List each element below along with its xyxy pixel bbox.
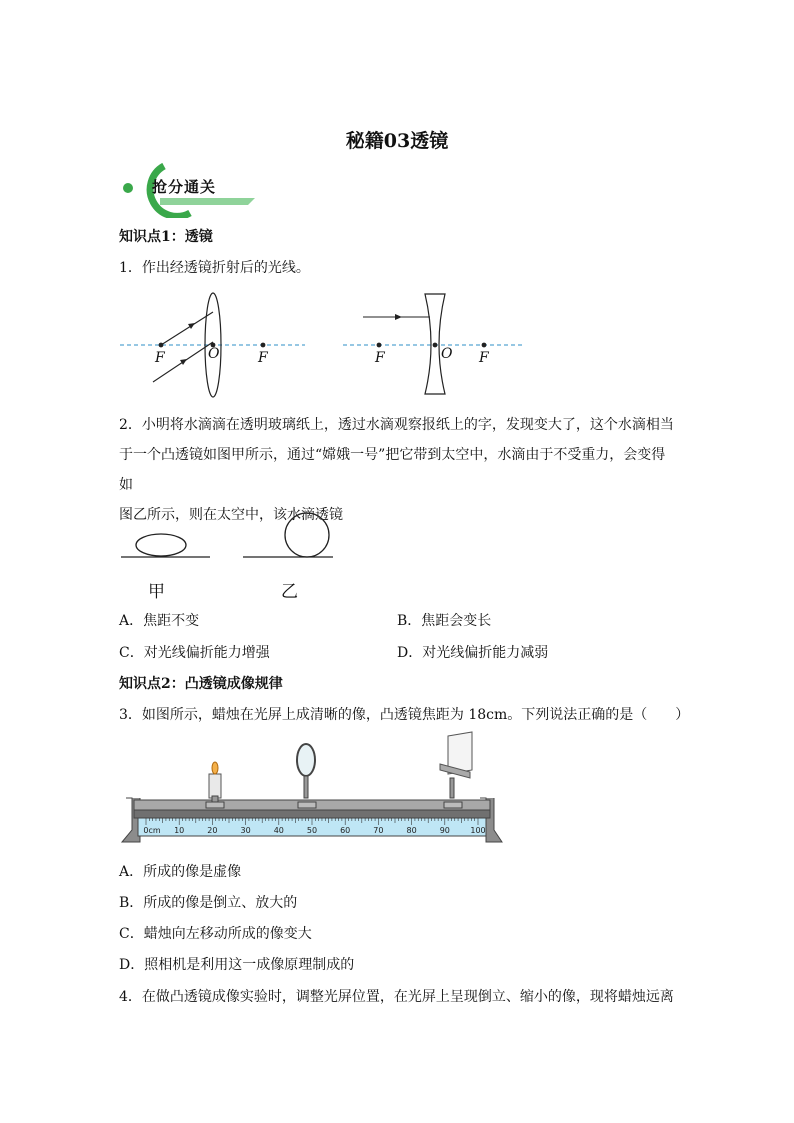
ruler-tick-label: 90 [439, 826, 450, 835]
section-badge [120, 158, 260, 218]
ruler-tick-label: 30 [240, 826, 251, 835]
figure-label-a: 甲 [148, 582, 165, 602]
focus-left-point [159, 343, 164, 348]
water-drop-figures [115, 505, 335, 565]
ruler-tick-label: 0cm [143, 826, 161, 835]
q3-option-a: A．所成的像是虚像 [119, 864, 242, 880]
ruler-tick-label: 20 [207, 826, 218, 835]
ruler-tick-label: 40 [273, 826, 284, 835]
figure-label-b: 乙 [281, 582, 298, 602]
q2-option-b: B．焦距会变长 [397, 613, 492, 629]
ruler-tick-label: 50 [306, 826, 318, 835]
lens-diagrams [115, 290, 535, 400]
concave-center-point [433, 343, 438, 348]
question-2-line-2: 于一个凸透镜如图甲所示，通过“嫦娥一号”把它带到太空中，水滴由于不受重力，会变得如 [119, 447, 666, 493]
optical-bench [118, 730, 508, 856]
label-f3: F [375, 350, 385, 366]
q3-option-d: D．照相机是利用这一成像原理制成的 [119, 957, 355, 973]
q2-option-d: D．对光线偏折能力减弱 [397, 645, 549, 661]
section-heading-1: 知识点1：透镜 [119, 229, 213, 245]
page-title: 秘籍03透镜 [345, 130, 449, 152]
lens-holder [297, 744, 316, 808]
question-2-line-3: 图乙所示，则在太空中，该水滴透镜 [119, 507, 343, 523]
ruler-tick-label: 10 [174, 826, 185, 835]
ruler-tick-label: 60 [340, 826, 351, 835]
light-screen [440, 732, 472, 808]
q3-option-b: B．所成的像是倒立、放大的 [119, 895, 298, 911]
ruler-tick-label: 70 [373, 826, 384, 835]
ruler-tick-label: 100 [470, 826, 486, 835]
question-2-line-1: 2．小明将水滴滴在透明玻璃纸上，透过水滴观察报纸上的字，发现变大了，这个水滴相当 [119, 417, 674, 433]
drop-sphere [285, 513, 329, 557]
q2-option-a: A．焦距不变 [119, 613, 200, 629]
concave-focus-left-point [377, 343, 382, 348]
question-1-text: 1．作出经透镜折射后的光线。 [119, 260, 310, 276]
concave-focus-right-point [482, 343, 487, 348]
section-heading-2: 知识点2：凸透镜成像规律 [119, 676, 283, 692]
ruler-tick-label: 80 [406, 826, 417, 835]
q2-option-c: C．对光线偏折能力增强 [119, 645, 270, 661]
label-o2: O [441, 346, 453, 362]
label-f4: F [479, 350, 489, 366]
drop-flat [136, 534, 186, 556]
question-3-text: 3．如图所示，蜡烛在光屏上成清晰的像，凸透镜焦距为 18cm。下列说法正确的是（ ） [119, 707, 690, 723]
badge-label: 抢分通关 [152, 178, 217, 196]
focus-right-point [261, 343, 266, 348]
label-f1: F [155, 350, 165, 366]
label-f2: F [258, 350, 268, 366]
label-o1: O [208, 346, 220, 362]
question-4-text: 4．在做凸透镜成像实验时，调整光屏位置，在光屏上呈现倒立、缩小的像，现将蜡烛远离 [119, 989, 674, 1005]
q3-option-c: C．蜡烛向左移动所成的像变大 [119, 926, 312, 942]
